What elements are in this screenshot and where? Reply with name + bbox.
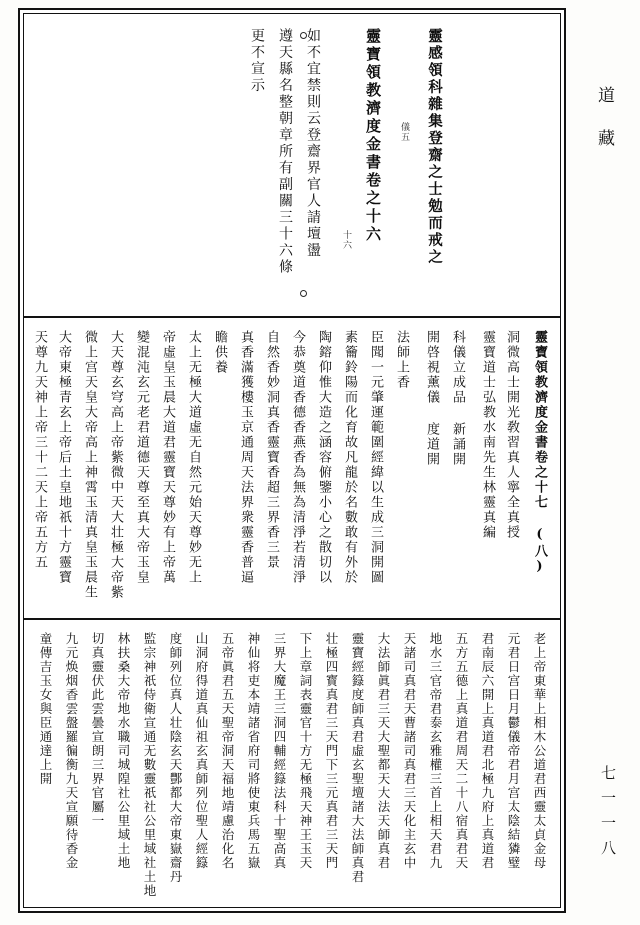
body-column: 五帝眞君五天聖帝洞天福地靖慮治化名 [220,632,235,870]
volume-title: 靈寶領教濟度金書卷之十六 [364,28,382,244]
body-column: 今恭奠道香德香燕香為無為清淨若清淨 [290,330,305,585]
body-column: 科儀立成品 新誦開 [450,330,465,467]
body-column: 帝虛皇玉晨大道君靈寶天尊妙有上帝萬 [160,330,175,585]
body-column: 洞微高士開光敎習真人寧全真授 [504,330,519,540]
register-top [24,14,560,316]
body-column: 素籥鈴陽而化育故凡龍於名數敢有外於 [342,330,357,585]
body-column: 君南辰六開上真道君北極九府上真道君 [480,632,495,870]
body-column: 瞻供養 [212,330,227,375]
ornament-dot [300,290,307,297]
canon-title: 道藏 [594,86,614,172]
body-column: 靈寶道士弘教水南先生林靈真編 [480,330,495,540]
body-column: 大法師眞君三天大聖都天大法天師真君 [376,632,391,870]
body-column: 如不宜禁則云登齋界官人請壇盪 [305,28,321,259]
text-frame-inner [23,13,561,908]
body-column: 變混沌玄元老君道德天尊至真大帝玉皇 [134,330,149,585]
body-column: 度師列位真人壮陰玄天酆都大帝東嶽齋丹 [168,632,183,884]
section-subtitle: 靈感領科雜集登齋之士勉而戒之 [426,28,443,266]
body-column: 陶鎔仰惟大造之涵容俯鑒小心之散切以 [316,330,331,585]
body-column: 更不宣示 [249,28,265,94]
page-margin [574,0,640,925]
body-column: 壮極四寳真君三天門下三元真君三天門 [324,632,339,870]
register-bottom [24,618,560,916]
body-column: 元君日宫日月鬱儀帝君月宫太陰結獜璧 [506,632,521,870]
text-frame [18,8,566,913]
body-column: 天尊九天神上帝三十二天上帝五方五 [32,330,47,570]
body-column: 臣聞一元肇運範圍經緯以生成三洞開圖 [368,330,383,585]
body-column: 下上章詞表靈官十方无極飛天神王玉天 [298,632,313,870]
body-column: 自然香妙洞真香靈寶香超三界香三景 [264,330,279,570]
body-column: 開啓視薰儀 度道開 [424,330,439,467]
body-column: 地水三官帝君泰玄雅權三首上相天君九 [428,632,443,870]
page-number: 七一一八 [599,765,617,865]
register-middle [24,316,560,618]
body-column: 林扶桑大帝地水職司城隍社公里域土地 [116,632,131,870]
body-column: 監宗神祇侍衛宣通无數靈祇社公里域社土地 [142,632,157,898]
body-column: 神仙将吏本靖諸省府司將使東兵馬五嶽 [246,632,261,870]
marginal-mark: 儀五 [399,122,409,142]
body-column: 真香滿獲樓玉京通周天法界衆靈香普逼 [238,330,253,585]
body-column: 山洞府得道真仙祖玄真師列位聖人經籙 [194,632,209,870]
body-column: 太上无極大道虛无自然元始天尊妙无上 [186,330,201,585]
body-column: 五方五德上真道君周天二十八宿真君天 [454,632,469,870]
body-column: 九元焕烟香雲盤羅徧衡九天宣願待香金 [64,632,79,870]
body-column: 大天尊玄穹高上帝紫微中天大壮極大帝紫 [108,330,123,600]
body-column: 大帝東極青玄上帝后土皇地祇十方靈寶 [56,330,71,585]
body-column: 靈寶領教濟度金書卷之十七 (八) [532,330,547,576]
body-column: 天諸司真君天曹諸司真君三天化主玄中 [402,632,417,870]
body-column: 靈寶經籙度師真君虛玄聖壇諸大法師真君 [350,632,365,884]
body-column: 法師上香 [394,330,409,390]
marginal-mark: 十六 [341,230,351,250]
body-column: 童傳吉玉女與臣通達上開 [38,632,53,786]
body-column: 老上帝東華上相木公道君西靈太貞金母 [532,632,547,870]
body-column: 切真靈伏此雲曇宣朗三界官屬一 [90,632,105,828]
body-column: 三界大魔王三洞四輔經籙法科十聖高真 [272,632,287,870]
body-column: 遵天縣名整朝章所有副關三十六條 [277,28,293,276]
body-column: 微上宫天皇大帝高上神霄玉清真皇玉晨生 [82,330,97,600]
